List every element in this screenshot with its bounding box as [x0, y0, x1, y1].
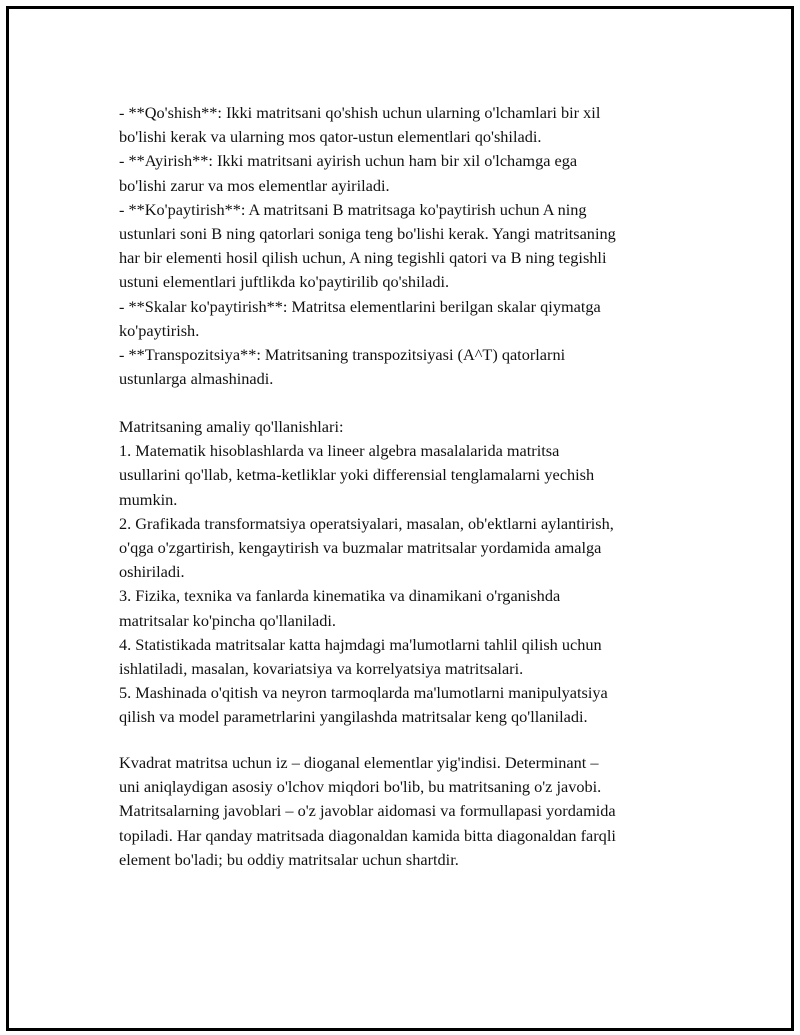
text-line: - **Ko'paytirish**: A matritsani B matritsaga ko'paytirish uchun A ning	[119, 199, 587, 219]
text-line: Kvadrat matritsa uchun iz – dioganal elementlar yig'indisi. Determinant –	[119, 753, 599, 772]
text-line: ustunlari soni B ning qatorlari soniga teng bo'lishi kerak. Yangi matritsaning	[119, 224, 616, 244]
applications-paragraph	[119, 415, 699, 730]
text-line: uni aniqlaydigan asosiy o'lchov miqdori bo'lib, bu matritsaning o'z javobi.	[119, 777, 602, 797]
text-line: ustuni elementlari juftlikda ko'paytirilib qo'shiladi.	[119, 272, 450, 292]
text-line: ishlatiladi, masalan, kovariatsiya va korrelyatsiya matritsalari.	[119, 659, 524, 679]
text-line: matritsalar ko'pincha qo'llaniladi.	[119, 610, 337, 630]
text-line: ko'paytirish.	[119, 320, 200, 340]
text-line: oshiriladi.	[119, 562, 185, 582]
text-line: 1. Matematik hisoblashlarda va lineer algebra masalalarida matritsa	[119, 441, 560, 461]
text-line: bo'lishi zarur va mos elementlar ayiriladi.	[119, 175, 390, 195]
page-frame	[6, 6, 794, 1031]
text-line: 2. Grafikada transformatsiya operatsiyalari, masalan, ob'ektlarni aylantirish,	[119, 513, 614, 533]
text-line: - **Qo'shish**: Ikki matritsani qo'shish uchun ularning o'lchamlari bir xil	[119, 103, 601, 122]
text-line: - **Transpozitsiya**: Matritsaning transpozitsiyasi (A^T) qatorlarni	[119, 345, 566, 365]
operations-paragraph	[119, 101, 699, 391]
text-line: har bir elementi hosil qilish uchun, A ning tegishli qatori va B ning tegishli	[119, 248, 607, 268]
text-line: 4. Statistikada matritsalar katta hajmdagi ma'lumotlarni tahlil qilish uchun	[119, 634, 602, 654]
text-line: usullarini qo'llab, ketma-ketliklar yoki differensial tenglamalarni yechish	[119, 465, 595, 485]
text-line: o'qga o'zgartirish, kengaytirish va buzmalar matritsalar yordamida amalga	[119, 538, 602, 558]
text-line: bo'lishi kerak va ularning mos qator-ustun elementlari qo'shiladi.	[119, 127, 542, 147]
text-line: 3. Fizika, texnika va fanlarda kinematika va dinamikani o'rganishda	[119, 586, 561, 606]
text-line: 5. Mashinada o'qitish va neyron tarmoqlarda ma'lumotlarni manipulyatsiya	[119, 683, 608, 703]
text-line: qilish va model parametrlarini yangilashda matritsalar keng qo'llaniladi.	[119, 707, 588, 727]
text-line: topiladi. Har qanday matritsada diagonaldan kamida bitta diagonaldan farqli	[119, 825, 616, 845]
text-line: ustunlarga almashinadi.	[119, 369, 274, 389]
section-heading: Matritsaning amaliy qo'llanishlari:	[119, 417, 344, 436]
text-line: - **Skalar ko'paytirish**: Matritsa elementlarini berilgan skalar qiymatga	[119, 296, 601, 316]
text-line: - **Ayirish**: Ikki matritsani ayirish uchun ham bir xil o'lchamga ega	[119, 151, 578, 171]
text-line: element bo'ladi; bu oddiy matritsalar uchun shartdir.	[119, 849, 459, 869]
text-line: Matritsalarning javoblari – o'z javoblar aidomasi va formullapasi yordamida	[119, 801, 616, 821]
trace-paragraph	[119, 751, 699, 872]
text-line: mumkin.	[119, 489, 178, 509]
